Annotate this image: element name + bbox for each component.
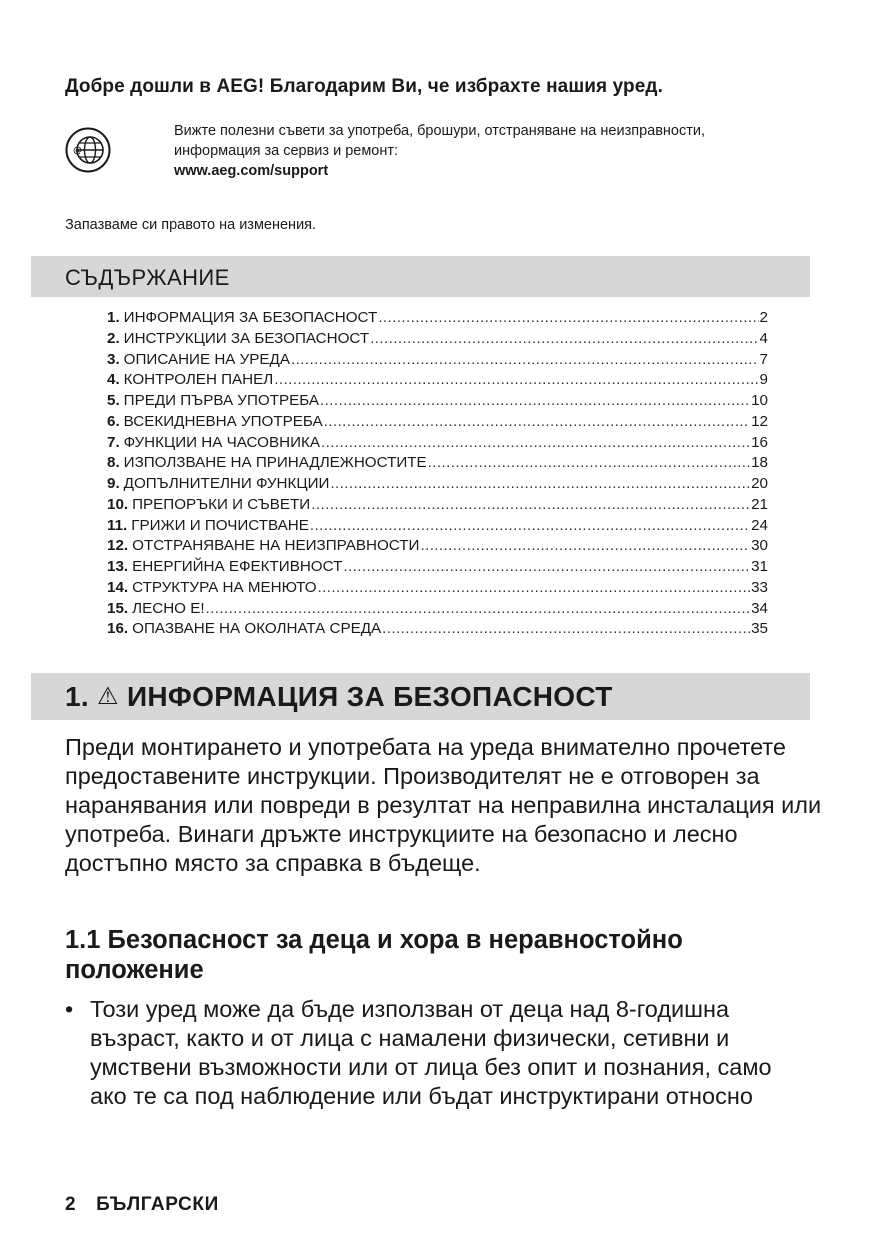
toc-entry[interactable] xyxy=(107,496,768,517)
toc-leader-dots xyxy=(370,330,758,347)
toc-entry-page: 16 xyxy=(751,433,768,451)
toc-entry-number: 15. xyxy=(107,599,129,617)
toc-entry[interactable] xyxy=(107,558,768,579)
toc-entry-number: 13. xyxy=(107,558,129,575)
toc-entry[interactable] xyxy=(107,579,768,600)
toc-entry-page: 10 xyxy=(751,392,768,409)
toc-leader-dots xyxy=(311,496,750,513)
safety-bullet-list xyxy=(65,995,785,1111)
toc-entry[interactable] xyxy=(107,454,768,475)
toc-entry-page: 20 xyxy=(751,475,768,492)
toc-leader-dots xyxy=(321,434,750,451)
section-1-title: ИНФОРМАЦИЯ ЗА БЕЗОПАСНОСТ xyxy=(126,681,613,712)
toc-entry-page: 35 xyxy=(751,620,768,638)
toc-leader-dots xyxy=(206,600,751,617)
toc-entry[interactable] xyxy=(107,537,768,558)
toc-leader-dots xyxy=(291,351,759,368)
toc-entry-number: 14. xyxy=(107,578,129,596)
toc-entry[interactable] xyxy=(107,351,768,372)
support-line-1: Вижте полезни съвети за употреба, брошури, отстраняване на неизправности, xyxy=(174,123,705,139)
toc-entry[interactable] xyxy=(107,517,768,538)
toc-entry-number: 4. xyxy=(107,371,120,389)
toc-entry-number: 7. xyxy=(107,433,120,451)
toc-entry-page: 31 xyxy=(751,558,768,575)
support-line-2: информация за сервиз и ремонт: xyxy=(174,143,399,159)
toc-entry[interactable] xyxy=(107,309,768,330)
toc-entry-number: 2. xyxy=(107,329,120,347)
toc-entry-page: 4 xyxy=(759,329,768,347)
reserve-note: Запазваме си правото на изменения. xyxy=(65,217,317,233)
toc-entry[interactable] xyxy=(107,434,768,455)
toc-leader-dots xyxy=(378,309,758,326)
toc-entry-number: 11. xyxy=(107,516,128,534)
toc-entry-label: ВСЕКИДНЕВНА УПОТРЕБА xyxy=(123,412,323,430)
toc-entry[interactable] xyxy=(107,392,768,413)
toc-entry-label: ДОПЪЛНИТЕЛНИ ФУНКЦИИ xyxy=(123,475,330,492)
page-footer xyxy=(65,1194,219,1216)
svg-text:@: @ xyxy=(73,146,82,156)
toc-leader-dots xyxy=(330,475,750,492)
toc-entry-label: ОПИСАНИЕ НА УРЕДА xyxy=(123,350,290,368)
toc-entry-page: 34 xyxy=(751,599,768,617)
toc-entry-page: 30 xyxy=(751,537,768,555)
support-info xyxy=(174,121,705,181)
toc-entry-page: 33 xyxy=(751,578,768,596)
toc-entry-page: 9 xyxy=(759,371,768,389)
toc-entry-page: 7 xyxy=(759,350,768,368)
table-of-contents xyxy=(107,309,768,641)
toc-entry-label: ЕНЕРГИЙНА ЕФЕКТИВНОСТ xyxy=(132,558,343,575)
toc-entry-number: 5. xyxy=(107,392,120,409)
section-1-band xyxy=(31,673,810,720)
section-1-heading xyxy=(65,681,613,713)
page-number: 2 xyxy=(65,1194,77,1215)
toc-entry-label: ЛЕСНО Е! xyxy=(132,599,205,617)
welcome-heading: Добре дошли в AEG! Благодарим Ви, че избрахте нашия уред. xyxy=(65,76,663,97)
toc-entry[interactable] xyxy=(107,600,768,621)
toc-entry-label: КОНТРОЛЕН ПАНЕЛ xyxy=(123,371,274,389)
toc-entry-page: 18 xyxy=(751,454,768,472)
section-1-intro: Преди монтирането и употребата на уреда внимателно прочетете предоставените инструкции. Производителят не е отговорен за наранявания или повреди в резултат на неправилна инсталация или употреба. Винаги дръжте инструкциите на безопасно и лесно достъпно място за справка в бъдеще. xyxy=(65,734,822,876)
toc-title: СЪДЪРЖАНИЕ xyxy=(65,265,230,290)
toc-entry[interactable] xyxy=(107,371,768,392)
list-item: • Този уред може да бъде използван от деца над 8-годишна възраст, както и от лица с намалени физически, сетивни и умствени възможности или от лица без опит и познания, само ако те са под наблюдение или бъдат инструктирани относно xyxy=(65,995,785,1111)
toc-entry-number: 12. xyxy=(107,537,129,555)
toc-leader-dots xyxy=(382,620,750,637)
toc-entry-label: ИЗПОЛЗВАНЕ НА ПРИНАДЛЕЖНОСТИТЕ xyxy=(123,454,427,472)
toc-entry-number: 6. xyxy=(107,412,120,430)
toc-entry-number: 3. xyxy=(107,350,120,368)
section-1-number: 1. xyxy=(65,681,89,712)
toc-leader-dots xyxy=(318,579,751,596)
subsection-1-1-title: 1.1 Безопасност за деца и хора в неравностойно положение xyxy=(65,926,683,984)
toc-leader-dots xyxy=(274,371,758,388)
toc-entry-page: 2 xyxy=(759,309,768,326)
toc-entry-page: 24 xyxy=(751,516,768,534)
toc-entry-number: 16. xyxy=(107,620,129,638)
toc-entry-page: 12 xyxy=(751,412,768,430)
toc-entry-label: ГРИЖИ И ПОЧИСТВАНЕ xyxy=(131,516,309,534)
toc-leader-dots xyxy=(343,558,750,575)
toc-entry-number: 10. xyxy=(107,495,129,513)
toc-entry[interactable] xyxy=(107,475,768,496)
globe-support-icon xyxy=(64,126,112,174)
support-url-link[interactable]: www.aeg.com/support xyxy=(174,163,329,179)
toc-entry-label: ОПАЗВАНЕ НА ОКОЛНАТА СРЕДА xyxy=(132,620,382,638)
toc-entry-label: ПРЕДИ ПЪРВА УПОТРЕБА xyxy=(123,392,319,409)
toc-entry[interactable] xyxy=(107,330,768,351)
toc-leader-dots xyxy=(420,537,750,554)
toc-entry-number: 1. xyxy=(107,309,120,326)
footer-language: БЪЛГАРСКИ xyxy=(96,1194,219,1215)
toc-entry-number: 8. xyxy=(107,454,120,472)
toc-entry-label: ИНФОРМАЦИЯ ЗА БЕЗОПАСНОСТ xyxy=(123,309,378,326)
toc-entry-page: 21 xyxy=(751,495,768,513)
warning-triangle-icon: ⚠ xyxy=(97,683,119,710)
toc-leader-dots xyxy=(428,454,750,471)
toc-entry-label: ФУНКЦИИ НА ЧАСОВНИКА xyxy=(123,433,320,451)
toc-entry-number: 9. xyxy=(107,475,120,492)
toc-entry-label: ПРЕПОРЪКИ И СЪВЕТИ xyxy=(132,495,311,513)
toc-entry-label: СТРУКТУРА НА МЕНЮТО xyxy=(132,578,317,596)
toc-leader-dots xyxy=(324,413,750,430)
toc-entry-label: ИНСТРУКЦИИ ЗА БЕЗОПАСНОСТ xyxy=(123,329,370,347)
toc-entry[interactable] xyxy=(107,620,768,641)
toc-leader-dots xyxy=(320,392,750,409)
toc-title-band xyxy=(31,256,810,297)
toc-entry[interactable] xyxy=(107,413,768,434)
toc-entry-label: ОТСТРАНЯВАНЕ НА НЕИЗПРАВНОСТИ xyxy=(132,537,420,555)
toc-leader-dots xyxy=(310,517,750,534)
